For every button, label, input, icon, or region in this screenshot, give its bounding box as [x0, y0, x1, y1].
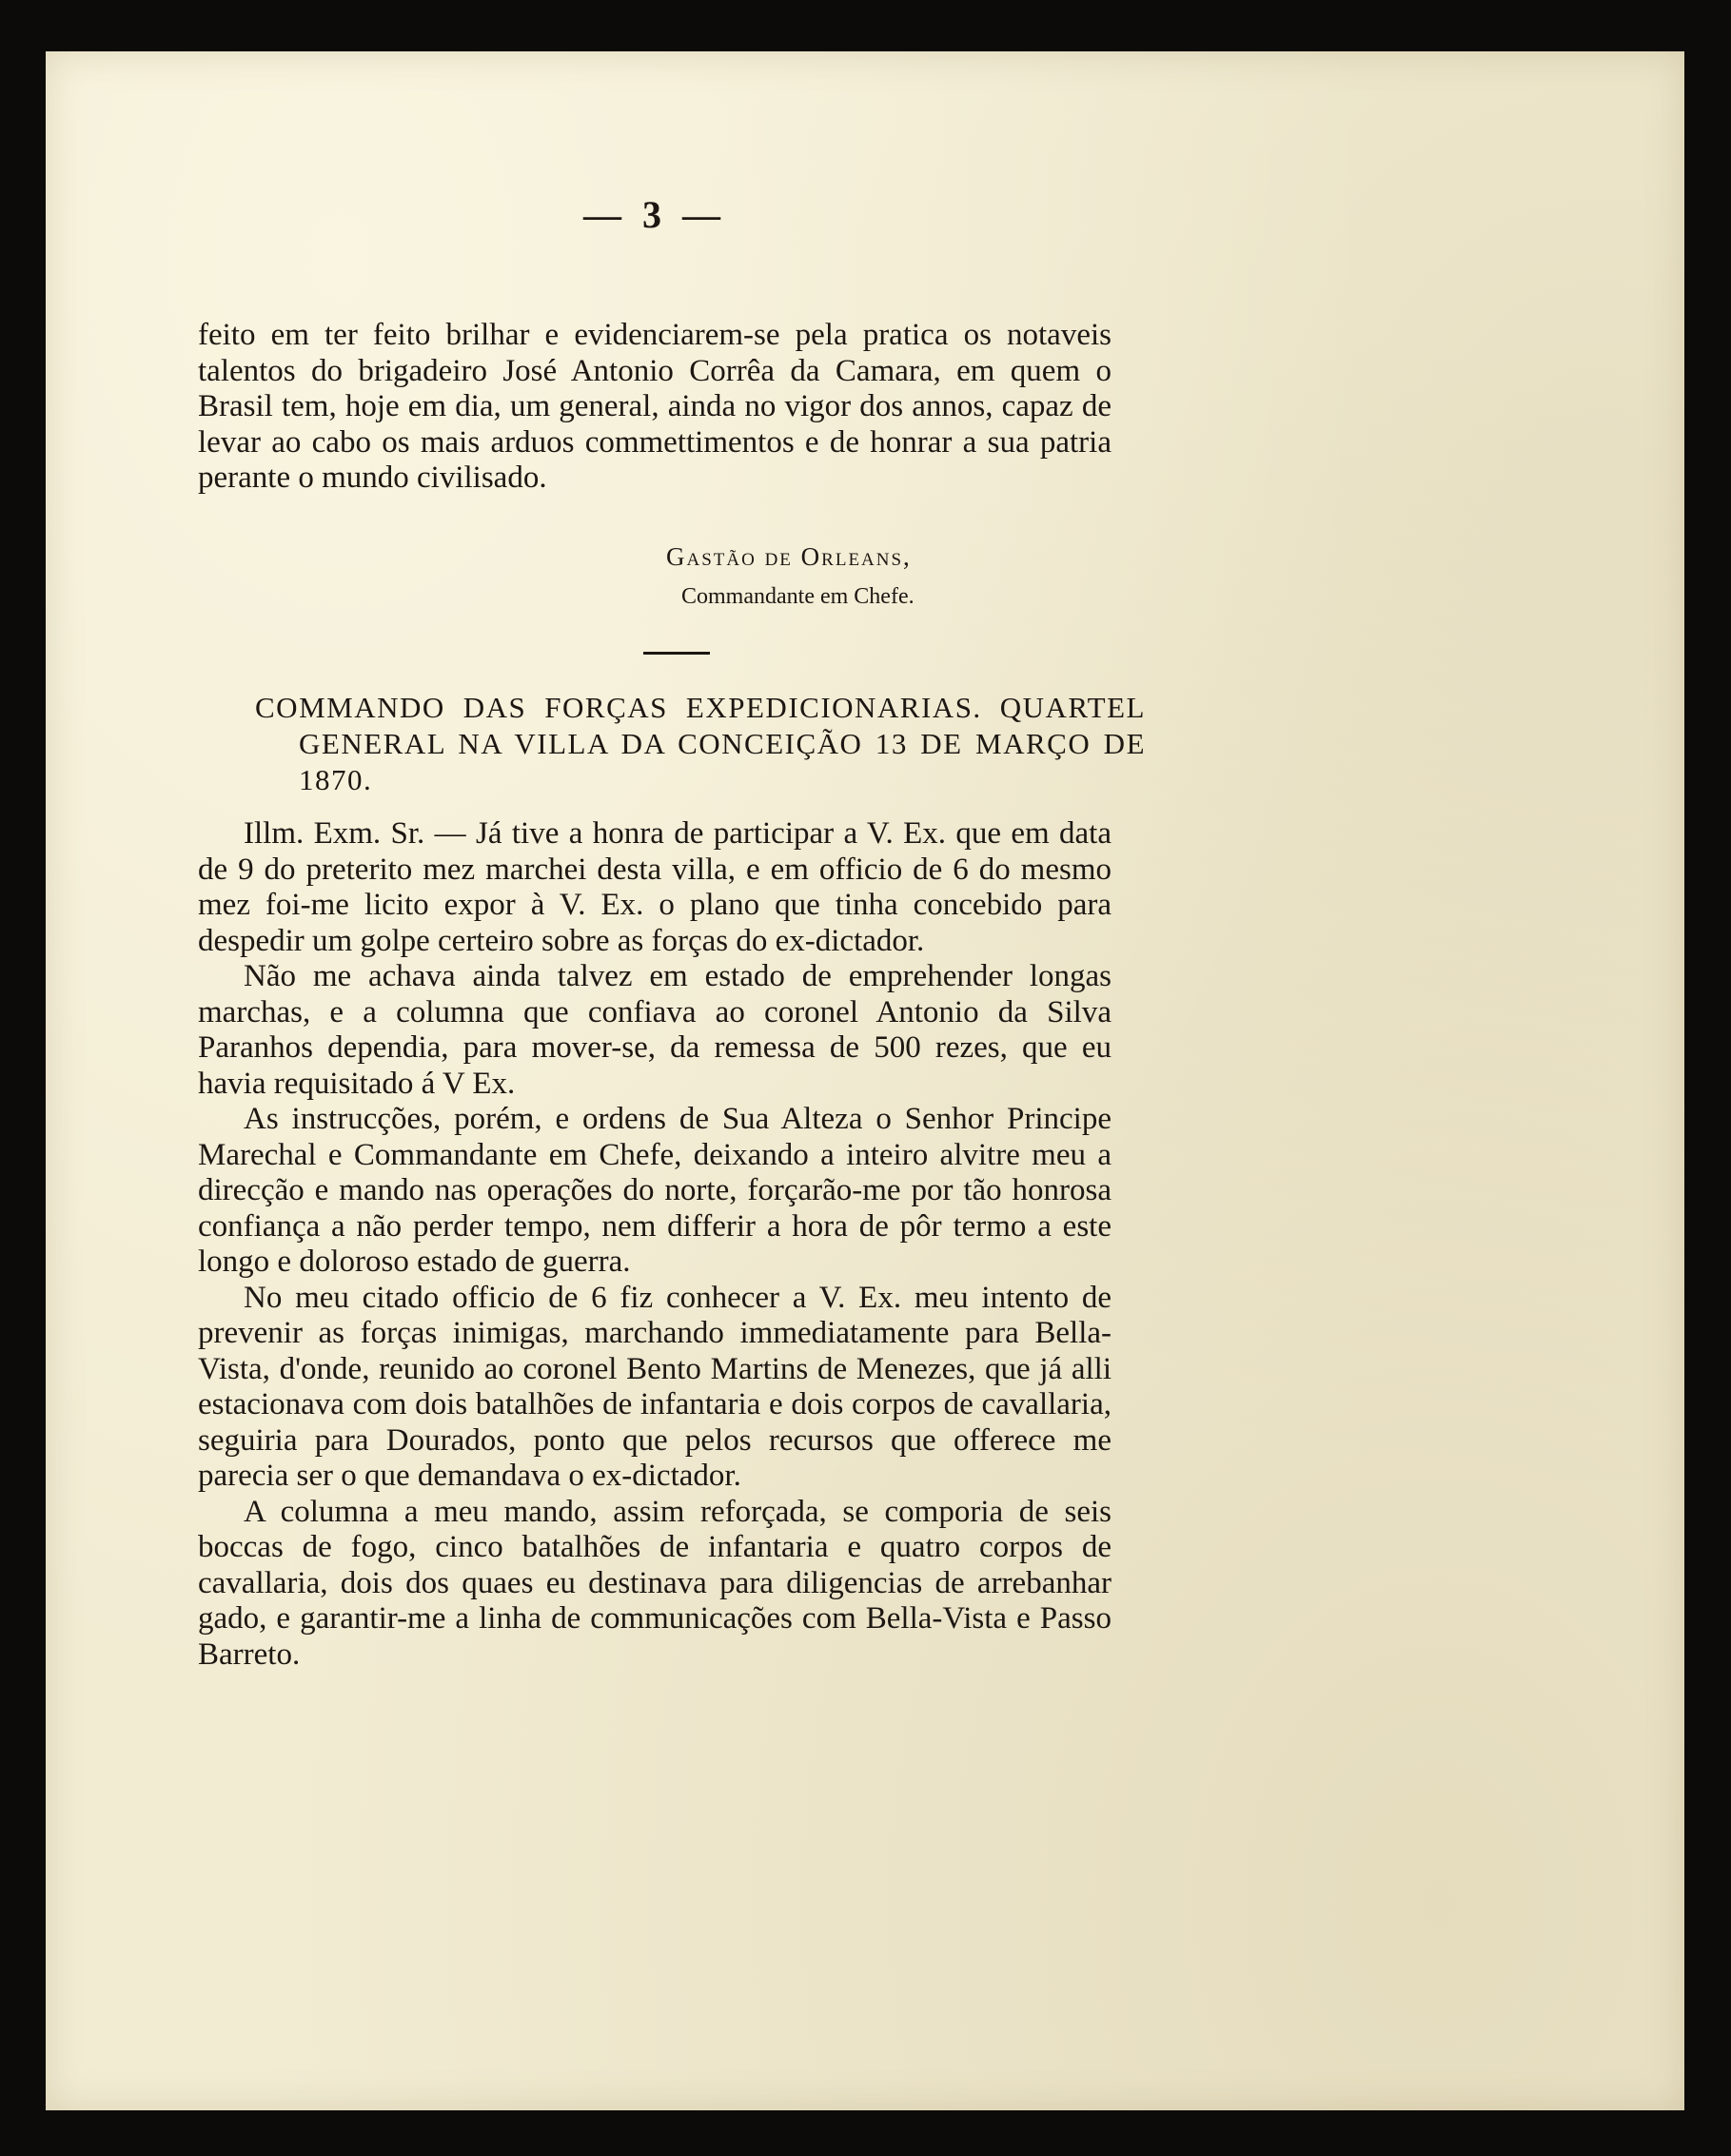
- continued-paragraph: [198, 318, 1111, 497]
- page-number: — 3 —: [583, 193, 726, 236]
- section-divider: [643, 652, 710, 655]
- body-paragraph: A columna a meu mando, assim reforçada, se comporia de seis boccas de fogo, cinco batalhões de infantaria e quatro corpos de cavallaria, dois dos quaes eu destinava para diligencias de arrebanhar gado, e garantir-me a linha de communicações com Bella-Vista e Passo Barreto.: [198, 1494, 1111, 1672]
- section-heading: COMMANDO DAS FORÇAS EXPEDICIONARIAS. QUARTEL GENERAL NA VILLA DA CONCEIÇÃO 13 DE MARÇO DE 1870.: [255, 691, 1146, 796]
- paragraph-text: feito em ter feito brilhar e evidenciarem-se pela pratica os notaveis talentos do brigadeiro José Antonio Corrêa da Camara, em quem o Brasil tem, hoje em dia, um general, ainda no vigor dos annos, capaz de levar ao cabo os mais arduos commettimentos e de honrar a sua patria perante o mundo civilisado.: [198, 318, 1111, 495]
- letter-body: [198, 816, 1111, 1673]
- signature-name: Gastão de Orleans,: [666, 542, 912, 571]
- body-paragraph: As instrucções, porém, e ordens de Sua Alteza o Senhor Principe Marechal e Commandante em Chefe, deixando a inteiro alvitre meu a direcção e mando nas operações do norte, forçarão-me por tão honrosa confiança a não perder tempo, nem differir a hora de pôr termo a este longo e doloroso estado de guerra.: [198, 1102, 1111, 1279]
- body-paragraph: No meu citado officio de 6 fiz conhecer a V. Ex. meu intento de prevenir as forças inimigas, marchando immediatamente para Bella-Vista, d'onde, reunido ao coronel Bento Martins de Menezes, que já alli estacionava com dois batalhões de infantaria e dois corpos de cavallaria, seguiria para Dourados, ponto que pelos recursos que offerece me parecia ser o que demandava o ex-dictador.: [198, 1280, 1111, 1493]
- body-paragraph: Não me achava ainda talvez em estado de emprehender longas marchas, e a columna que confiava ao coronel Antonio da Silva Paranhos dependia, para mover-se, da remessa de 500 rezes, que eu havia requisitado á V Ex.: [198, 959, 1111, 1101]
- body-paragraph: Illm. Exm. Sr. — Já tive a honra de participar a V. Ex. que em data de 9 do preterito mez marchei desta villa, e em officio de 6 do mesmo mez foi-me licito expor à V. Ex. o plano que tinha concebido para despedir um golpe certeiro sobre as forças do ex-dictador.: [198, 816, 1111, 958]
- signature-title: Commandante em Chefe.: [681, 584, 915, 609]
